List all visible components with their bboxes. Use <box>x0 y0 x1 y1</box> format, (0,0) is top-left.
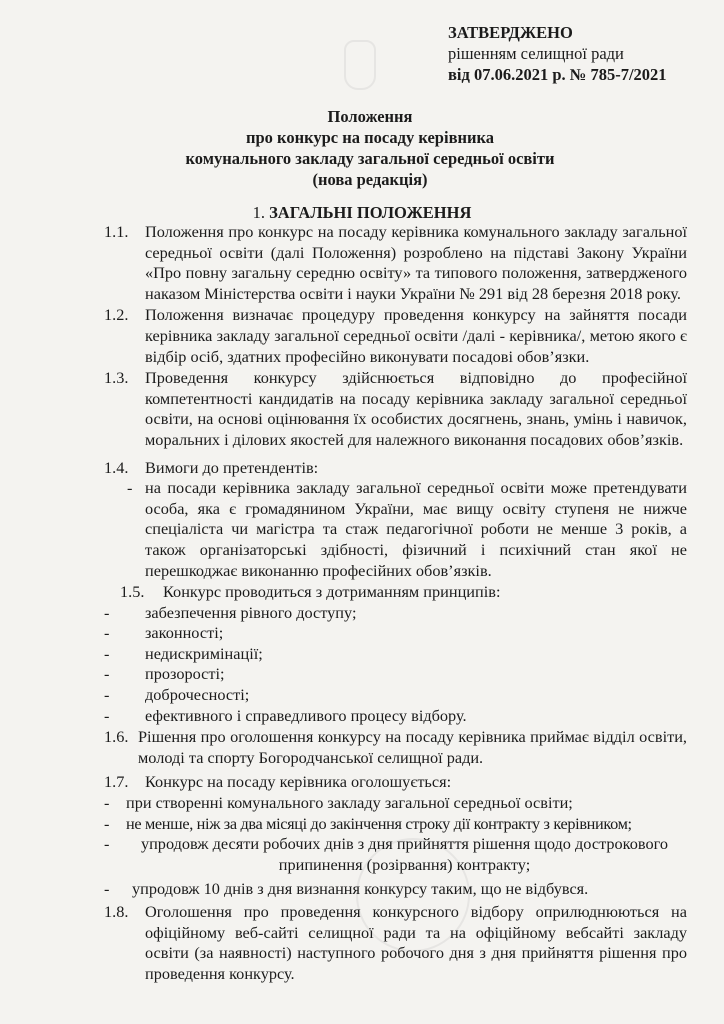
principle-item <box>0 644 724 665</box>
paragraph-text: Оголошення про проведення конкурсного відбору оприлюднюються на офіційному веб-сайті селищної ради та на офіційному вебсайті закладу освіти (за наявності) наступного робочого дня з дня прийняття рішення про проведення конкурсу. <box>145 902 687 983</box>
paragraph-1-4 <box>0 458 724 479</box>
paragraph-1-6 <box>0 727 724 768</box>
principle-text: доброчесності; <box>145 685 250 705</box>
announcement-case <box>0 814 724 835</box>
section-number: 1. <box>252 203 265 222</box>
principle-item <box>0 603 724 624</box>
announcement-case-text: при створенні комунального закладу загальної середньої освіти; <box>126 793 573 813</box>
principle-text: недискримінації; <box>145 643 263 663</box>
principle-item <box>0 685 724 706</box>
announcement-case-text: упродовж десяти робочих днів з дня прийняття рішення щодо дострокового припинення (розірвання) контракту; <box>140 834 669 874</box>
paragraph-number: 1.6. <box>104 727 129 747</box>
document-title-line: комунального закладу загальної середньої освіти <box>185 149 555 168</box>
section-heading <box>0 203 724 223</box>
dash-bullet: - <box>104 793 110 813</box>
paragraph-number: 1.1. <box>104 222 129 241</box>
section-items <box>0 222 724 984</box>
paragraph-1-3 <box>0 368 724 450</box>
approval-date: від 07.06.2021 р. № 785-7/2021 <box>448 65 667 84</box>
announcement-case-text: упродовж 10 днів з дня визнання конкурсу таким, що не відбувся. <box>132 879 589 899</box>
dash-bullet: - <box>104 705 110 725</box>
announcement-case <box>0 834 724 875</box>
dash-bullet: - <box>104 664 110 684</box>
dash-bullet: - <box>127 478 133 498</box>
dash-bullet: - <box>104 623 110 643</box>
paragraph-number: 1.5. <box>120 582 145 602</box>
announcement-case-text: не менше, ніж за два місяці до закінчення строку дії контракту з керівником; <box>126 813 632 833</box>
paragraph-text: Конкурс проводиться з дотриманням принципів: <box>163 582 501 602</box>
paragraph-text: Проведення конкурсу здійснюється відповідно до професійної компетентності кандидатів на посаду керівника закладу загальної середньої освіти, на основі оцінювання їх особистих досягнень, знань, умінь і навичок, моральних і ділових якостей для належного виконання посадових обов’язків. <box>145 368 687 449</box>
paragraph-number: 1.3. <box>104 368 129 388</box>
principle-item <box>0 664 724 685</box>
dash-bullet: - <box>104 834 110 854</box>
section-title: ЗАГАЛЬНІ ПОЛОЖЕННЯ <box>269 203 472 222</box>
principle-text: законності; <box>145 623 224 643</box>
document-title <box>150 106 590 190</box>
principle-text: забезпечення рівного доступу; <box>145 602 357 622</box>
paragraph-text: Положення визначає процедуру проведення конкурсу на зайняття посади керівника закладу загальної середньої освіти /далі - керівника/, метою якого є відбір осіб, здатних професійно виконувати посадові обов’язки. <box>145 305 687 366</box>
paragraph-1-7 <box>0 772 724 793</box>
dash-bullet: - <box>104 879 110 899</box>
bleed-through-crest-icon <box>344 40 376 90</box>
paragraph-number: 1.4. <box>104 457 129 477</box>
paragraph-text: Вимоги до претендентів: <box>145 457 319 477</box>
dash-bullet: - <box>104 643 110 663</box>
paragraph-text: Положення про конкурс на посаду керівника комунального закладу загальної середньої освіти (далі Положення) розроблено на підставі Закону України «Про повну загальну середню освіту» та типового положення, затвердженого наказом Міністерства освіти і науки України № 291 від 28 березня 2018 року. <box>145 222 687 303</box>
dash-bullet: - <box>104 685 110 705</box>
approval-block <box>448 22 667 85</box>
paragraph-number: 1.8. <box>104 902 129 921</box>
dash-bullet: - <box>104 602 110 622</box>
document-title-line: (нова редакція) <box>312 170 428 189</box>
principle-text: ефективного і справедливого процесу відбору. <box>145 705 467 725</box>
paragraph-1-8 <box>0 902 724 984</box>
requirement-item <box>0 478 724 581</box>
paragraph-1-2 <box>0 305 724 367</box>
dash-bullet: - <box>104 813 110 833</box>
announcement-case <box>0 793 724 814</box>
paragraph-1-1 <box>0 222 724 304</box>
requirement-text: на посади керівника закладу загальної середньої освіти може претендувати особа, яка є громадянином України, має вищу освіту ступеня не нижче спеціаліста чи магістра та стаж педагогічної роботи не менше 3 років, а також організаторські здібності, фізичний і психічний стан якої не перешкоджає виконанню професійних обов’язків. <box>145 478 687 580</box>
document-title-line: про конкурс на посаду керівника <box>246 128 494 147</box>
principle-item <box>0 706 724 727</box>
approval-decision: рішенням селищної ради <box>448 44 624 63</box>
approval-title: ЗАТВЕРДЖЕНО <box>448 23 573 42</box>
document-title-line: Положення <box>327 107 413 126</box>
paragraph-text: Конкурс на посаду керівника оголошується: <box>145 772 452 792</box>
paragraph-1-5 <box>0 582 724 603</box>
announcement-case <box>0 879 724 900</box>
paragraph-text: Рішення про оголошення конкурсу на посаду керівника приймає відділ освіти, молоді та спорту Богородчанської селищної ради. <box>138 727 687 767</box>
paragraph-number: 1.2. <box>104 305 129 325</box>
paragraph-number: 1.7. <box>104 772 129 792</box>
principle-text: прозорості; <box>145 664 225 684</box>
principle-item <box>0 623 724 644</box>
